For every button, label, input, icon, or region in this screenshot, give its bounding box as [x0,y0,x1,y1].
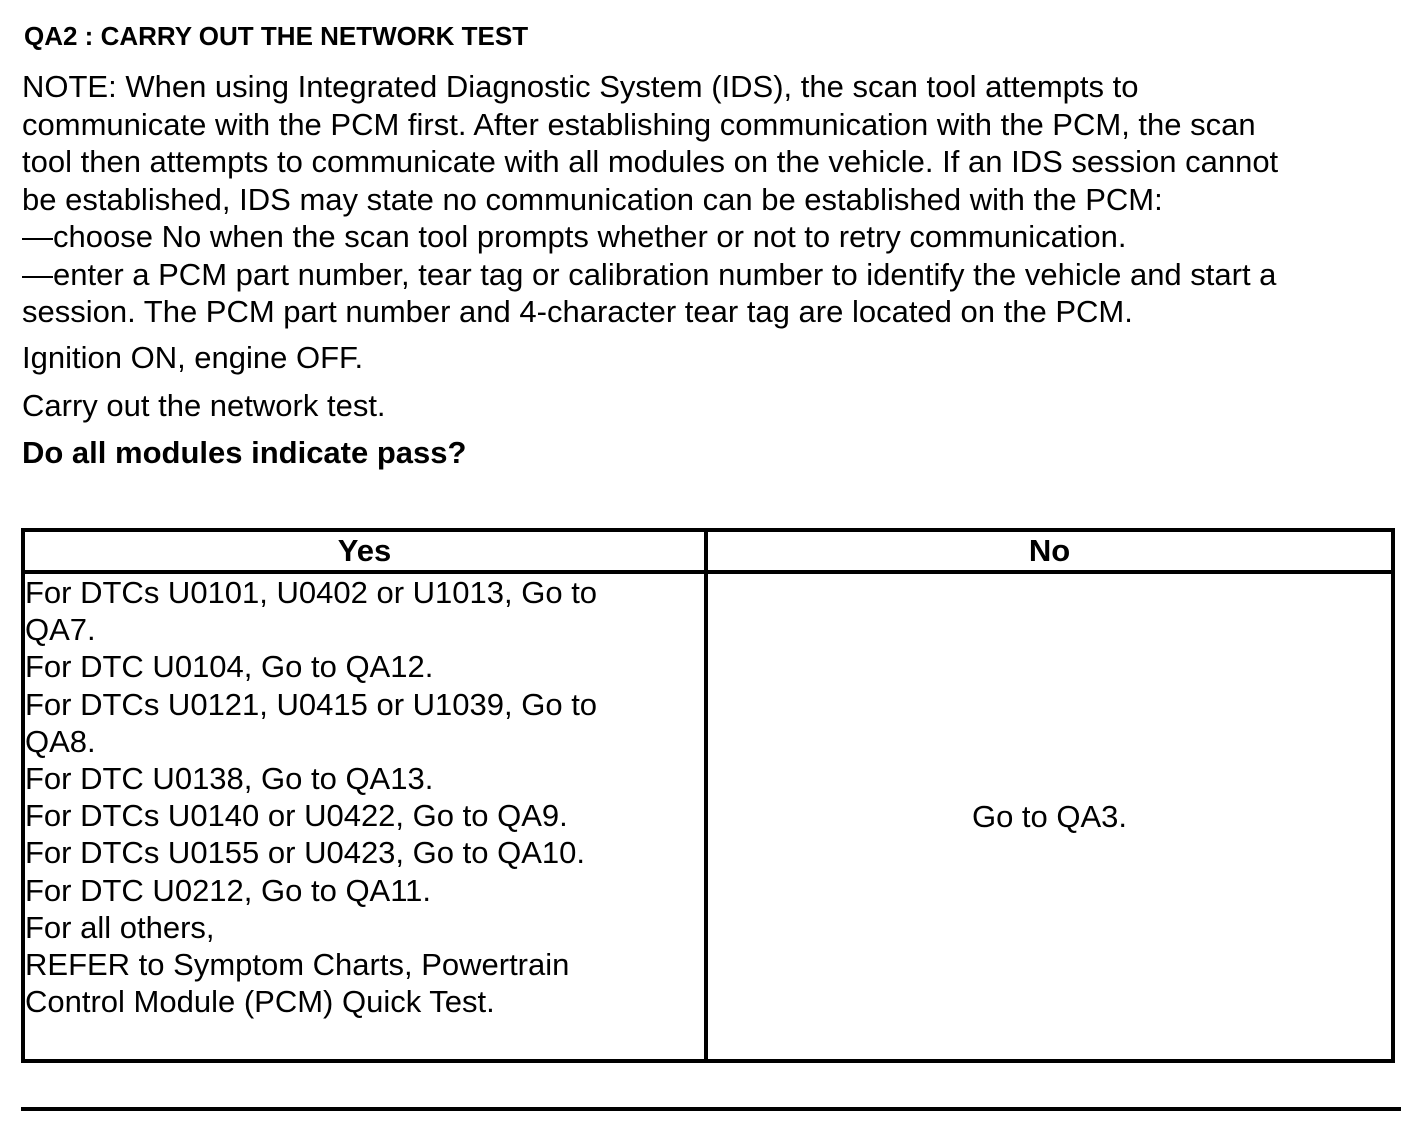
yes-result-line: QA7. [25,612,96,648]
no-result-cell: Go to QA3. [706,572,1393,1061]
note-line: tool then attempts to communicate with all modules on the vehicle. If an IDS session cannot [22,144,1279,179]
bottom-divider [21,1107,1401,1111]
no-column-header: No [706,530,1393,572]
yes-result-line: QA8. [25,723,96,759]
note-line: —enter a PCM part number, tear tag or calibration number to identify the vehicle and start a [22,256,1277,292]
table-row [23,572,1393,1061]
note-line: be established, IDS may state no communication can be established with the PCM: [22,181,1163,217]
table-header-row [23,530,1393,572]
yes-result-line: For all others, [25,909,215,945]
test-question: Do all modules indicate pass? [22,435,467,470]
yes-result-line: For DTCs U0121, U0415 or U1039, Go to [25,686,598,722]
instruction-step: Carry out the network test. [22,388,386,423]
instruction-step: Ignition ON, engine OFF. [22,340,364,375]
note-block [22,68,1392,331]
yes-column-header: Yes [23,530,706,572]
yes-result-line: For DTC U0212, Go to QA11. [25,872,432,908]
yes-result-cell [23,572,706,1061]
yes-result-line: For DTC U0138, Go to QA13. [25,761,434,797]
note-line: —choose No when the scan tool prompts whether or not to retry communication. [22,219,1127,254]
yes-result-line: Control Module (PCM) Quick Test. [25,984,495,1020]
note-line: NOTE: When using Integrated Diagnostic System (IDS), the scan tool attempts to [22,69,1139,104]
note-line: communicate with the PCM first. After establishing communication with the PCM, the scan [22,106,1256,142]
yes-result-line: REFER to Symptom Charts, Powertrain [25,947,570,983]
yes-result-line: For DTC U0104, Go to QA12. [25,649,434,685]
yes-result-line: For DTCs U0101, U0402 or U1013, Go to [25,575,598,610]
yes-result-line: For DTCs U0140 or U0422, Go to QA9. [25,798,568,834]
result-table [21,528,1395,1063]
yes-result-line: For DTCs U0155 or U0423, Go to QA10. [25,835,585,871]
note-line: session. The PCM part number and 4-character tear tag are located on the PCM. [22,294,1133,329]
section-heading: QA2 : CARRY OUT THE NETWORK TEST [24,21,529,51]
